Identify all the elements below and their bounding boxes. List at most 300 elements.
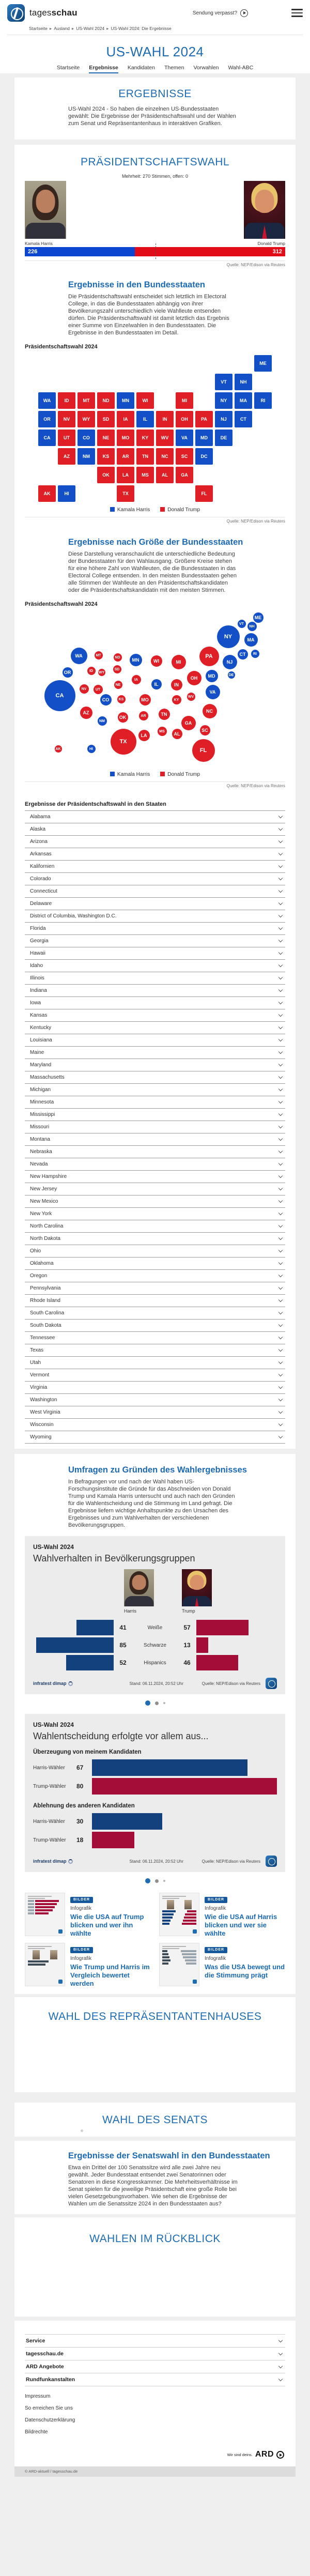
state-bubble-hi[interactable]: HI [87,745,96,753]
state-tile-wy[interactable]: WY [78,411,95,427]
state-name: South Dakota [30,1323,61,1328]
state-accordion-row[interactable] [25,1406,285,1419]
state-bubble-nc[interactable]: NC [203,704,217,718]
state-bubble-mi[interactable]: MI [172,655,186,669]
state-tile-me[interactable]: ME [254,355,272,372]
teaser-card[interactable] [159,1943,285,1988]
trump-value: 57 [183,1624,191,1631]
state-bubble-nv[interactable]: NV [80,684,89,694]
voter-group-label: Trump-Wähler [33,1783,66,1789]
tab-themen[interactable]: Themen [164,65,184,71]
state-bubble-tn[interactable]: TN [159,709,170,720]
state-tile-pa[interactable]: PA [195,411,213,427]
loading-dot [81,2129,83,2132]
chart-rows [33,1619,277,1672]
chevron-down-icon [278,851,283,855]
state-tile-hi[interactable]: HI [58,485,75,502]
state-bubble-fl[interactable]: FL [192,739,215,762]
state-bubble-la[interactable]: LA [138,730,150,741]
state-tile-ny[interactable]: NY [215,392,233,409]
senatswahl-card [14,2141,296,2214]
chevron-down-icon [278,1211,283,1215]
state-name: Missouri [30,1124,50,1130]
state-accordion-row[interactable] [25,1431,285,1444]
state-bubble-ks[interactable]: KS [117,695,126,703]
footer-link-impressum[interactable]: Impressum [25,2394,51,2399]
value-label: 67 [76,1764,84,1771]
provider-logo: infratest dimap [33,1681,73,1686]
harris-photo [124,1569,154,1606]
group-label: Weiße [147,1624,163,1631]
state-name: Oregon [30,1273,48,1279]
breadcrumb [7,22,303,35]
teaser-text [70,1893,151,1938]
state-tile-ma[interactable]: MA [235,392,252,409]
value-label: 80 [76,1783,84,1790]
voter-group-label: Harris-Wähler [33,1818,65,1824]
state-tile-or[interactable]: OR [38,411,56,427]
state-tile-ks[interactable]: KS [97,448,115,465]
chevron-down-icon [278,950,283,955]
chart-groups [33,1749,277,1849]
state-tile-oh[interactable]: OH [176,411,193,427]
teaser-text [205,1943,285,1988]
state-accordion-row[interactable] [25,1270,285,1282]
state-tile-nv[interactable]: NV [58,411,75,427]
breadcrumb-separator-icon: ▸ [71,26,74,31]
state-name: North Carolina [30,1223,64,1229]
state-bubble-oh[interactable]: OH [187,671,202,685]
teaser-title: Wie Trump und Harris im Vergleich bewertet werden [70,1963,150,1987]
state-accordion-row[interactable] [25,1096,285,1109]
state-bubble-nm[interactable]: NM [98,716,107,726]
state-accordion-row[interactable] [25,1133,285,1146]
chevron-down-icon [278,1298,283,1302]
praesidentschaftswahl-heading: PRÄSIDENTSCHAFTSWAHL [80,156,230,168]
state-accordion-row[interactable] [25,898,285,910]
value-label: 18 [76,1836,84,1844]
chevron-down-icon [278,1025,283,1029]
chart-kicker: US-Wahl 2024 [33,1543,74,1551]
state-tile-nd[interactable]: ND [97,392,115,409]
state-name: New Hampshire [30,1174,67,1179]
state-bubble-ak[interactable]: AK [55,745,62,753]
source-note: Quelle: NEP/Edison via Reuters [25,260,285,270]
state-name: Ohio [30,1248,41,1254]
chevron-down-icon [278,1112,283,1116]
state-tile-in[interactable]: IN [156,411,174,427]
state-bubble-pa[interactable]: PA [199,647,219,666]
state-bubble-ne[interactable]: NE [114,681,122,689]
state-bubble-ia[interactable]: IA [132,675,141,684]
state-bubble-me[interactable]: ME [253,612,264,623]
state-accordion-row[interactable] [25,1208,285,1220]
state-tile-fl[interactable]: FL [195,485,213,502]
state-tile-la[interactable]: LA [117,467,134,483]
trump-bar [196,1655,238,1670]
state-accordion [25,810,285,1444]
state-accordion-row[interactable] [25,1022,285,1034]
chevron-down-icon [278,1186,283,1190]
missed-show-link[interactable] [193,9,248,17]
tagesschau-mini-logo-icon [58,1980,63,1984]
state-tile-vt[interactable]: VT [215,374,233,390]
map-chart-label: Präsidentschaftswahl 2024 [25,344,98,350]
state-tile-wv[interactable]: WV [156,430,174,446]
state-bubble-ri[interactable]: RI [251,650,259,658]
voter-group-label: Trump-Wähler [33,1837,66,1843]
state-tile-md[interactable]: MD [195,430,213,446]
state-bubble-ma[interactable]: MA [244,633,258,647]
state-bubble-sc[interactable]: SC [200,725,210,735]
chart-footer [33,1856,277,1867]
tab-startseite[interactable]: Startseite [56,65,80,71]
state-bubble-or[interactable]: OR [63,667,73,678]
state-name: Louisiana [30,1037,52,1043]
breadcrumb-item[interactable]: US-Wahl 2024: Die Ergebnisse [111,26,172,31]
state-accordion-row[interactable] [25,1220,285,1233]
state-tile-co[interactable]: CO [78,430,95,446]
trump-value: 46 [183,1659,191,1666]
state-tile-nj[interactable]: NJ [215,411,233,427]
state-accordion-row[interactable] [25,1071,285,1084]
state-accordion-row[interactable] [25,1171,285,1183]
state-accordion-row[interactable] [25,1195,285,1208]
state-bubble-vt[interactable]: VT [238,620,246,628]
state-accordion-row[interactable] [25,1245,285,1258]
state-accordion-row[interactable] [25,935,285,947]
state-bubble-ok[interactable]: OK [118,712,128,723]
state-bubble-co[interactable]: CO [100,694,112,706]
chevron-down-icon [278,2338,283,2342]
state-accordion-row[interactable] [25,885,285,898]
state-tile-ca[interactable]: CA [38,430,56,446]
state-bubble-nj[interactable]: NJ [223,655,237,669]
harris-name: Kamala Harris [25,241,53,246]
footer-accordion-label: Service [26,2338,45,2344]
tab-vorwahlen[interactable]: Vorwahlen [193,65,219,71]
chevron-down-icon [278,1397,283,1401]
state-tile-nm[interactable]: NM [78,448,95,465]
state-name: Indiana [30,988,47,993]
state-accordion-row[interactable] [25,873,285,885]
chevron-down-icon [278,876,283,880]
state-accordion-row[interactable] [25,1146,285,1158]
bubble-legend [14,772,296,777]
state-tile-wa[interactable]: WA [38,392,56,409]
state-name: Pennsylvania [30,1285,61,1291]
repraesentantenhaus-card [14,1997,296,2092]
teaser-grid [25,1893,285,1988]
chart-title: Wahlentscheidung erfolgte vor allem aus... [33,1731,209,1741]
state-accordion-row[interactable] [25,1109,285,1121]
state-bubble-wa[interactable]: WA [71,648,87,664]
chevron-down-icon [278,1037,283,1041]
carousel-dot-3[interactable] [163,1702,165,1704]
state-accordion-row[interactable] [25,923,285,935]
state-tile-mo[interactable]: MO [117,430,134,446]
demographics-chart [25,1536,285,1694]
chevron-down-icon [278,1273,283,1277]
footer-accordion-label: Rundfunkanstalten [26,2376,75,2383]
state-tile-mi[interactable]: MI [176,392,193,409]
state-accordion-row[interactable] [25,1084,285,1096]
state-tile-al[interactable]: AL [156,467,174,483]
state-bubble-md[interactable]: MD [206,670,218,682]
state-tile-tx[interactable]: TX [117,485,134,502]
site-footer [14,2321,296,2466]
state-tile-ar[interactable]: AR [117,448,134,465]
tab-wahlabc[interactable]: Wahl-ABC [228,65,254,71]
state-accordion-row[interactable] [25,1320,285,1332]
page-title: US-WAHL 2024 [106,44,204,59]
state-bubble-nd[interactable]: ND [114,653,122,662]
chevron-down-icon [278,1099,283,1103]
state-bubble-wv[interactable]: WV [187,693,195,701]
group-label: Hispanics [144,1660,166,1666]
state-bubble-id[interactable]: ID [87,667,96,675]
footer-accordion-tagesschaude[interactable] [25,2348,285,2360]
state-bubble-il[interactable]: IL [151,679,162,689]
state-tile-ia[interactable]: IA [117,411,134,427]
decision-group-label: Ablehnung des anderen Kandidaten [33,1803,135,1809]
state-bubble-mt[interactable]: MT [95,651,103,660]
play-icon [240,9,248,17]
state-name: Wyoming [30,1434,52,1440]
state-accordion-row[interactable] [25,1233,285,1245]
chevron-down-icon [278,1236,283,1240]
teaser-text [205,1893,285,1938]
chevron-down-icon [278,1434,283,1438]
harris-bar-zone [33,1620,114,1635]
chevron-down-icon [278,913,283,917]
state-accordion-row[interactable] [25,1344,285,1357]
state-name: Florida [30,926,46,931]
value-label: 30 [76,1818,84,1825]
chevron-down-icon [278,975,283,979]
harris-bar [92,1813,162,1830]
state-name: Washington [30,1397,57,1403]
chart-source: Quelle: NEP/Edison via Reuters [202,1681,260,1686]
chevron-down-icon [278,1248,283,1252]
state-tile-tn[interactable]: TN [136,448,154,465]
state-accordion-row[interactable] [25,848,285,861]
state-accordion-row[interactable] [25,1357,285,1369]
state-accordion-row[interactable] [25,960,285,972]
state-tile-az[interactable]: AZ [58,448,75,465]
trump-bar-zone [196,1655,277,1670]
chevron-down-icon [278,1087,283,1091]
state-accordion-row[interactable] [25,1394,285,1406]
state-bubble-de[interactable]: DE [228,671,235,679]
umfragen-text: In Befragungen vor und nach der Wahl haben US-Forschungsinstitute die Gründe für das Abschneiden von Donald Trump und Kamala Harris untersucht und auch nach den Gründen für die Wahlentscheidung und die Stimmung im Land gefragt. Die Ergebnisse liefern wichtige Anhaltspunkte zu den Ursachen des Ergebnisses und zum Wahlverhalten der verschiedenen Bevölkerungsgruppen. [68,1479,235,1528]
state-tile-ok[interactable]: OK [97,467,115,483]
state-accordion-row[interactable] [25,947,285,960]
footer-accordion-ardangebote[interactable] [25,2360,285,2373]
teaser-kicker: Infografik [70,1906,92,1911]
state-bubble-az[interactable]: AZ [80,707,92,719]
rueckblick-card [14,2217,296,2317]
state-tile-ut[interactable]: UT [58,430,75,446]
state-bubble-va[interactable]: VA [206,685,220,699]
state-bubble-ga[interactable]: GA [181,716,196,730]
state-bubble-ut[interactable]: UT [94,685,103,694]
state-tile-mn[interactable]: MN [117,392,134,409]
brand-wordmark[interactable] [29,8,78,18]
state-accordion-row[interactable] [25,1332,285,1344]
state-accordion-row[interactable] [25,1121,285,1133]
demographics-row [33,1619,277,1636]
state-name: Michigan [30,1087,51,1093]
carousel-dot-2[interactable] [155,1701,159,1705]
us-states-map[interactable] [38,355,272,503]
state-accordion-row[interactable] [25,1382,285,1394]
state-tile-sc[interactable]: SC [176,448,193,465]
state-bubble-ct[interactable]: CT [238,649,248,660]
state-accordion-row[interactable] [25,1369,285,1382]
state-tile-wi[interactable]: WI [136,392,154,409]
state-accordion-row[interactable] [25,1059,285,1071]
states-map-heading: Ergebnisse in den Bundesstaaten [68,280,205,289]
hamburger-menu-icon[interactable] [291,9,303,17]
state-tile-nh[interactable]: NH [235,374,252,390]
tagesschau-logo-icon[interactable] [7,4,25,22]
carousel-dot-3[interactable] [163,1880,165,1882]
state-bubble-tx[interactable]: TX [111,729,136,755]
demographics-row [33,1654,277,1672]
teaser-thumbnail [159,1893,199,1936]
state-accordion-row[interactable] [25,836,285,848]
state-tile-ms[interactable]: MS [136,467,154,483]
state-name: Wisconsin [30,1422,54,1428]
us-cartogram-map[interactable] [25,610,286,770]
teaser-thumbnail [25,1893,65,1936]
state-accordion-row[interactable] [25,1183,285,1195]
state-accordion-row[interactable] [25,972,285,985]
state-bubble-ky[interactable]: KY [172,695,181,704]
carousel-dot-2[interactable] [155,1879,159,1883]
carousel-dots [14,1700,296,1706]
harris-label: Harris [124,1608,136,1614]
state-accordion-row[interactable] [25,861,285,873]
state-tile-id[interactable]: ID [58,392,75,409]
footer-accordion-service[interactable] [25,2335,285,2348]
state-tile-il[interactable]: IL [136,411,154,427]
state-tile-de[interactable]: DE [215,430,233,446]
state-name: Vermont [30,1372,50,1378]
harris-bar [92,1759,247,1776]
state-bubble-ca[interactable]: CA [44,680,75,711]
state-bubble-nh[interactable]: NH [247,622,257,631]
state-bubble-ar[interactable]: AR [139,711,148,720]
carousel-dot-1[interactable] [145,1700,150,1706]
state-tile-ct[interactable]: CT [235,411,252,427]
state-bubble-mo[interactable]: MO [140,694,151,706]
breadcrumb-item[interactable]: Ausland [54,26,70,31]
tagesschau-mini-logo-icon [266,1678,277,1689]
state-bubble-ms[interactable]: MS [158,727,167,736]
state-tile-ga[interactable]: GA [176,467,193,483]
state-tile-ky[interactable]: KY [136,430,154,446]
state-accordion-row[interactable] [25,997,285,1009]
state-bubble-sd[interactable]: SD [113,665,121,673]
chevron-down-icon [278,1323,283,1327]
teaser-card[interactable] [159,1893,285,1938]
chevron-down-icon [278,1199,283,1203]
chevron-down-icon [278,2376,283,2381]
chevron-down-icon [278,864,283,868]
state-name: Delaware [30,901,52,907]
state-accordion-row[interactable] [25,1295,285,1307]
state-accordion-row[interactable] [25,823,285,836]
chevron-down-icon [278,1124,283,1128]
legend-harris: Kamala Harris [110,772,150,777]
state-name: New York [30,1211,52,1217]
footer-accordion-rundfunkanstalten[interactable] [25,2373,285,2386]
state-accordion-row[interactable] [25,1258,285,1270]
state-tile-ri[interactable]: RI [254,392,272,409]
teaser-title: Wie die USA auf Trump blicken und wer ihn wählte [70,1913,144,1937]
state-accordion-row[interactable] [25,1419,285,1431]
state-bubble-al[interactable]: AL [172,729,182,739]
breadcrumb-separator-icon: ▸ [49,26,52,31]
carousel-dot-1[interactable] [145,1878,150,1883]
states-map-text: Die Präsidentschaftswahl entscheidet sich letztlich im Electoral College, in das die Bundesstaaten abhängig von ihrer Bevölkerungszahl unterschiedlich viele Wahlleute entsenden dürfen. Die Präsidentschaftswahl ist damit letztlich das Ergebnis einer Summe von Einzelwahlen in den Bundesstaaten. Die Ergebnisse in den Bundesstaaten im Detail. [68,294,229,336]
teaser-card[interactable] [25,1943,151,1988]
state-accordion-row[interactable] [25,1282,285,1295]
state-bubble-mn[interactable]: MN [130,654,142,666]
state-accordion-row[interactable] [25,811,285,823]
state-bubble-ny[interactable]: NY [217,625,240,648]
state-tile-sd[interactable]: SD [97,411,115,427]
chevron-down-icon [278,814,283,818]
state-bubble-wy[interactable]: WY [98,669,105,676]
teaser-card[interactable] [25,1893,151,1938]
state-accordion-row[interactable] [25,985,285,997]
state-name: Texas [30,1347,44,1353]
teaser-kicker: Infografik [205,1906,226,1911]
tab-ergebnisse[interactable]: Ergebnisse [89,65,118,73]
state-accordion-row[interactable] [25,1034,285,1047]
breadcrumb-item[interactable]: US-Wahl 2024 [76,26,105,31]
state-tile-va[interactable]: VA [176,430,193,446]
tab-kandidaten[interactable]: Kandidaten [127,65,155,71]
state-accordion-row[interactable] [25,1009,285,1022]
state-name: Montana [30,1137,50,1142]
state-bubble-wi[interactable]: WI [151,655,162,667]
state-tile-nc[interactable]: NC [156,448,174,465]
footer-accordion-label: tagesschau.de [26,2351,64,2357]
state-accordion-row[interactable] [25,1047,285,1059]
footer-link-bildrechte[interactable]: Bildrechte [25,2429,48,2435]
state-bubble-in[interactable]: IN [171,679,182,691]
footer-link-soerreichensieuns[interactable]: So erreichen Sie uns [25,2405,73,2411]
ergebnisse-heading: ERGEBNISSE [118,88,192,100]
state-name: Rhode Island [30,1298,60,1304]
state-name: Utah [30,1360,41,1366]
state-accordion-row[interactable] [25,1307,285,1320]
state-accordion-row[interactable] [25,910,285,923]
state-accordion-row[interactable] [25,1158,285,1171]
breadcrumb-item[interactable]: Startseite [29,26,48,31]
state-tile-ne[interactable]: NE [97,430,115,446]
chevron-down-icon [278,1000,283,1004]
state-name: North Dakota [30,1236,60,1241]
state-tile-mt[interactable]: MT [78,392,95,409]
state-tile-ak[interactable]: AK [38,485,56,502]
state-tile-dc[interactable]: DC [195,448,213,465]
footer-link-datenschutzerklrung[interactable]: Datenschutzerklärung [25,2417,75,2423]
